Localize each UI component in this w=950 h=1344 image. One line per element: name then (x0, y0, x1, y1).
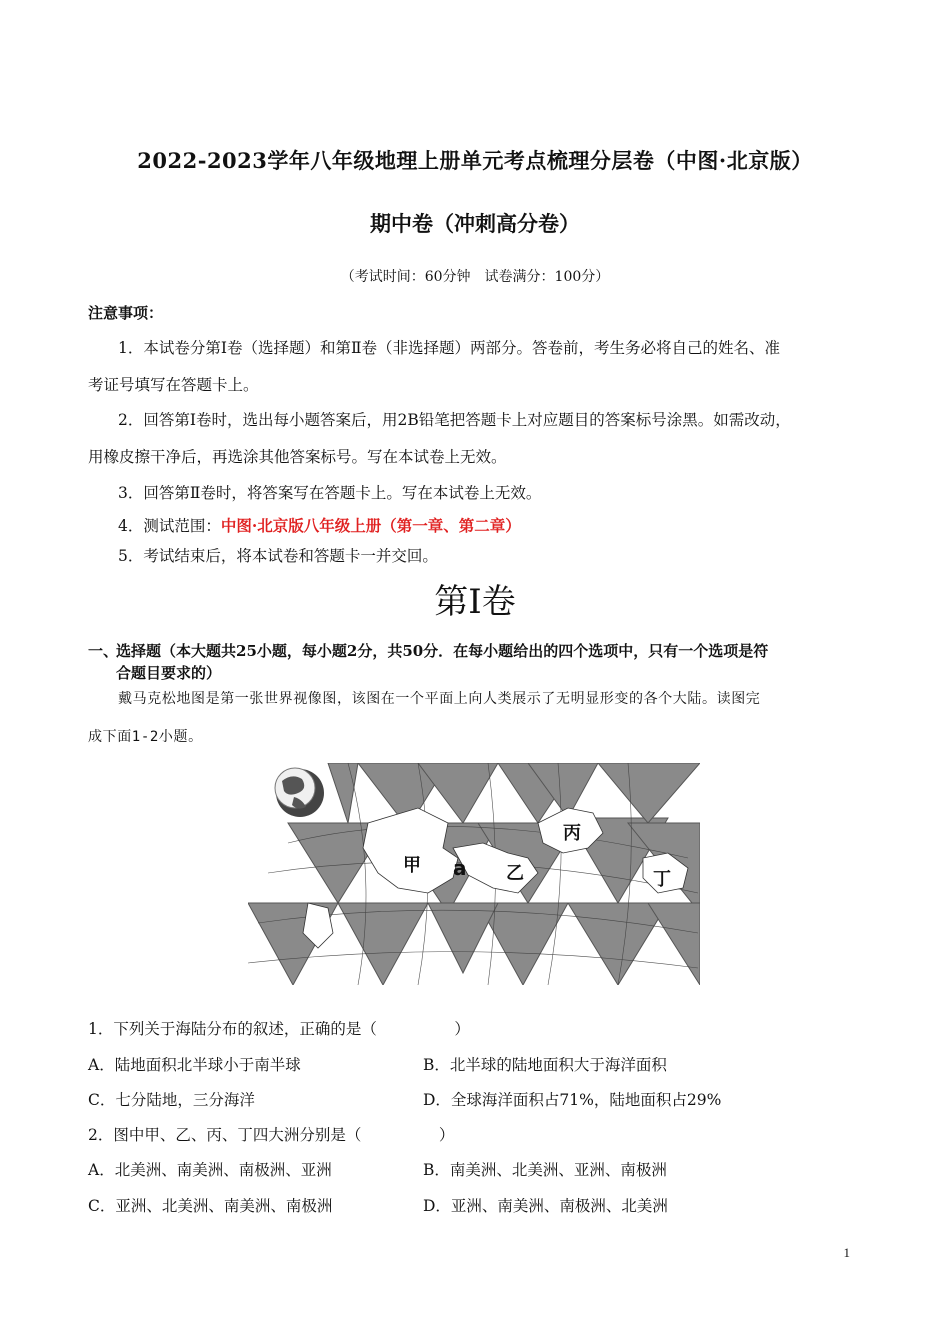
note-line: 2．回答第Ⅰ卷时，选出每小题答案后，用2B铅笔把答题卡上对应题目的答案标号涂黑。如需改动， (118, 411, 791, 429)
map-label-ding: 丁 (653, 869, 671, 890)
exam-meta: （考试时间：60分钟 试卷满分：100分） (340, 269, 610, 285)
question-stem-2: 2．图中甲、乙、丙、丁四大洲分别是（ ） (88, 1126, 455, 1144)
paper-subtitle: 期中卷（冲刺高分卷） (370, 211, 580, 236)
note-line: 3．回答第Ⅱ卷时，将答案写在答题卡上。写在本试卷上无效。 (118, 484, 542, 502)
note-line: 考证号填写在答题卡上。 (88, 376, 259, 394)
q2-option-b[interactable]: B．南美洲、北美洲、亚洲、南极洲 (423, 1161, 667, 1179)
test-scope-value: 中图·北京版八年级上册（第一章、第二章） (220, 516, 521, 535)
intro-line: 戴马克松地图是第一张世界视像图，该图在一个平面上向人类展示了无明显形变的各个大陆。读图完 (118, 691, 761, 707)
q1-option-c[interactable]: C．七分陆地，三分海洋 (88, 1091, 255, 1109)
map-label-bing: 丙 (563, 823, 581, 844)
section-number: 一、 (88, 642, 119, 660)
page-number: 1 (843, 1245, 850, 1260)
q1-option-b[interactable]: B．北半球的陆地面积大于海洋面积 (423, 1056, 667, 1074)
note-line: 1．本试卷分第Ⅰ卷（选择题）和第Ⅱ卷（非选择题）两部分。答卷前，考生务必将自己的姓名、准 (118, 339, 781, 357)
q2-option-a[interactable]: A．北美洲、南美洲、南极洲、亚洲 (88, 1161, 332, 1179)
map-label-jia: 甲 (403, 855, 421, 876)
q2-option-d[interactable]: D．亚洲、南美洲、南极洲、北美洲 (423, 1197, 668, 1215)
intro-line: 成下面1-2小题。 (88, 729, 203, 745)
section-line2: 合题目要求的） (116, 664, 222, 682)
q1-option-a[interactable]: A．陆地面积北半球小于南半球 (88, 1056, 301, 1074)
section-line1: 选择题（本大题共25小题，每小题2分，共50分．在每小题给出的四个选项中，只有一个选项是符 (116, 642, 769, 660)
paper-title: 2022-2023学年八年级地理上册单元考点梳理分层卷（中图·北京版） (137, 148, 813, 173)
volume-title: 第Ⅰ卷 (434, 582, 516, 622)
dymaxion-map (248, 763, 700, 985)
q1-option-d[interactable]: D．全球海洋面积占71%，陆地面积占29% (423, 1091, 722, 1109)
note-line: 用橡皮擦干净后，再选涂其他答案标号。写在本试卷上无效。 (88, 448, 507, 466)
map-label-yi: 乙 (506, 863, 524, 884)
test-scope-label: 4．测试范围： (118, 517, 221, 535)
q2-option-c[interactable]: C．亚洲、北美洲、南美洲、南极洲 (88, 1197, 333, 1215)
question-stem-1: 1．下列关于海陆分布的叙述，正确的是（ ） (88, 1020, 470, 1038)
map-label-a: a (453, 856, 467, 880)
notes-heading: 注意事项： (88, 304, 164, 322)
note-line: 5．考试结束后，将本试卷和答题卡一并交回。 (118, 547, 438, 565)
section-heading (88, 640, 868, 684)
note-line (118, 514, 521, 536)
dymaxion-map-graphic (248, 763, 700, 985)
